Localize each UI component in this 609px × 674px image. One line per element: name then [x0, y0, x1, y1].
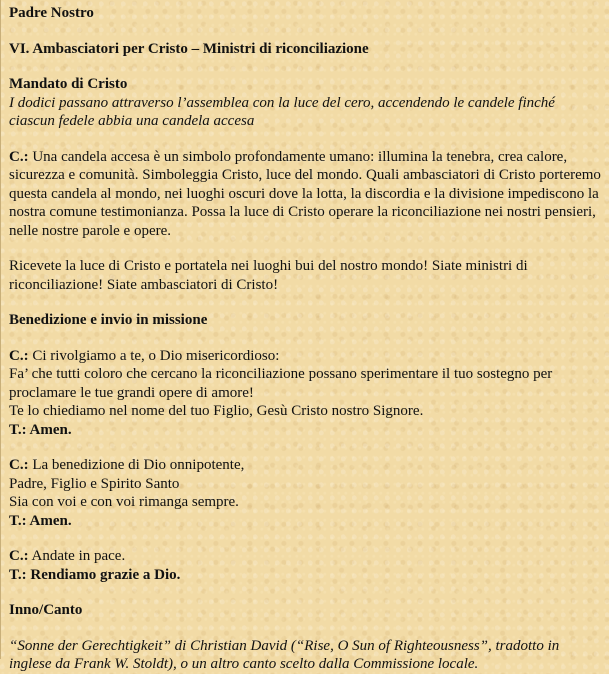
document [1, 0, 609, 674]
response-line: T.: Rendiamo grazie a Dio. [9, 566, 181, 583]
prayer-line: Fa’ che tutti coloro che cercano la riconciliazione possano sperimentare il tuo sostegno per proclamare le tue grandi opere di amore! [9, 366, 553, 401]
section-heading: VI. Ambasciatori per Cristo – Ministri di riconciliazione [9, 40, 369, 57]
blessing-line: Padre, Figlio e Spirito Santo [9, 475, 180, 492]
speaker-label: C.: [9, 548, 29, 564]
speaker-label: C.: [9, 347, 29, 364]
page-title: Padre Nostro [9, 5, 94, 21]
speaker-label: C.: [9, 148, 29, 165]
dismissal-block [9, 547, 602, 584]
benedizione-heading: Benedizione e invio in missione [9, 312, 208, 328]
exhortation-paragraph: Ricevete la luce di Cristo e portatela nei luoghi bui del nostro mondo! Siate ministri di riconciliazione! Siate ambasciatori di Cristo! [9, 258, 528, 293]
celebrant-paragraph [9, 148, 602, 241]
mandato-heading: Mandato di Cristo [9, 76, 128, 92]
response-line: T.: Amen. [9, 421, 72, 438]
inno-text: “Sonne der Gerechtigkeit” di Christian David (“Rise, O Sun of Righteousness”, tradotto in inglese da Frank W. Stoldt), o un altro canto scelto dalla Commissione locale. [9, 637, 560, 672]
dismissal-line: Andate in pace. [28, 548, 126, 564]
celebrant-text: Una candela accesa è un simbolo profondamente umano: illumina la tenebra, crea calore, sicurezza e comunità. Simboleggia Cristo, luce del mondo. Quali ambasciatori di Cristo porteremo questa candela al mondo, nei luoghi oscuri dove la lotta, la discordia e la divisione impediscono la nostra comune testimonianza. Possa la luce di Cristo operare la riconciliazione nei nostri pensieri, nelle nostre parole e opere. [9, 148, 601, 239]
prayer-line: Te lo chiediamo nel nome del tuo Figlio, Gesù Cristo nostro Signore. [9, 403, 424, 419]
prayer-block [9, 347, 602, 440]
blessing-block [9, 456, 602, 530]
prayer-line: Ci rivolgiamo a te, o Dio misericordioso: [28, 347, 280, 364]
blessing-line: La benedizione di Dio onnipotente, [28, 457, 245, 473]
inno-heading: Inno/Canto [9, 602, 83, 618]
mandato-block [9, 75, 602, 131]
response-line: T.: Amen. [9, 512, 72, 529]
mandato-rubric: I dodici passano attraverso l’assemblea con la luce del cero, accendendo le candele finché ciascun fedele abbia una candela accesa [9, 94, 555, 129]
speaker-label: C.: [9, 457, 29, 473]
blessing-line: Sia con voi e con voi rimanga sempre. [9, 494, 239, 510]
